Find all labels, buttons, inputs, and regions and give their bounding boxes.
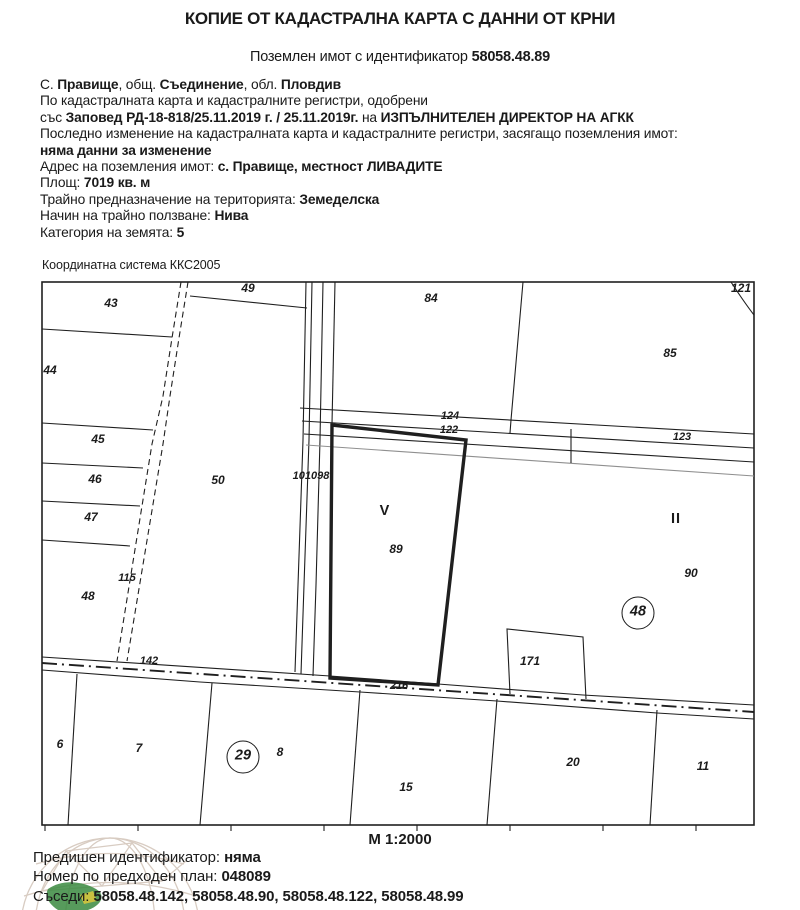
road-142-lines <box>42 657 754 719</box>
parcel-identifier-subtitle: Поземлен имот с идентификатор 58058.48.89 <box>249 49 551 65</box>
map-frame <box>42 282 754 831</box>
road-142-centerline <box>42 663 754 712</box>
boundary-49-50 <box>190 296 307 308</box>
parcel-121-corner <box>731 282 754 315</box>
coordinate-system-label: Координатна система ККС2005 <box>42 258 221 272</box>
map-label-7: 7 <box>135 741 143 755</box>
info-line: Категория на земята: 5 <box>40 224 185 240</box>
info-line: Начин на трайно ползване: Нива <box>40 208 249 224</box>
subject-parcel-outline <box>330 425 466 685</box>
boundary-84-85 <box>510 282 523 433</box>
info-line: Последно изменение на кадастралната карта и кадастралните регистри, засягащо поземления имот: <box>40 126 678 142</box>
map-label-101098: 101098 <box>292 470 330 482</box>
map-label-85: 85 <box>663 346 677 360</box>
info-line: няма данни за изменение <box>40 142 212 158</box>
map-label-45: 45 <box>91 432 105 446</box>
map-label-90: 90 <box>684 566 698 580</box>
info-line: По кадастралната карта и кадастралните регистри, одобрени <box>40 93 428 109</box>
footer-line: Съседи: 58058.48.142, 58058.48.90, 58058.48.122, 58058.48.99 <box>33 887 464 905</box>
upper-road-lines <box>300 408 754 476</box>
map-label-20: 20 <box>566 755 580 769</box>
map-label-142: 142 <box>139 655 159 667</box>
map-label-122: 122 <box>439 424 459 436</box>
map-label-8: 8 <box>276 745 284 759</box>
info-line: Площ: 7019 кв. м <box>40 175 151 191</box>
map-label-216: 216 <box>389 680 409 692</box>
map-label-II: II <box>670 511 682 527</box>
map-label-48: 48 <box>622 597 655 630</box>
map-label-47: 47 <box>84 510 98 524</box>
map-label-50: 50 <box>211 473 225 487</box>
map-label-46: 46 <box>88 472 102 486</box>
map-label-V: V <box>379 503 391 519</box>
map-label-121: 121 <box>730 281 752 295</box>
info-line: Трайно предназначение на територията: Земеделска <box>40 191 380 207</box>
map-label-48: 48 <box>81 589 95 603</box>
map-label-15: 15 <box>399 780 413 794</box>
map-label-123: 123 <box>672 431 692 443</box>
footpath-115-lines <box>117 282 188 661</box>
left-parcel-boundaries <box>42 329 172 546</box>
footer-line: Номер по предходен план: 048089 <box>33 868 271 886</box>
footer-info-block <box>33 848 464 906</box>
map-label-115: 115 <box>118 572 136 584</box>
footer-line: Предишен идентификатор: няма <box>33 849 261 866</box>
map-scale-label: М 1:2000 <box>368 831 432 848</box>
map-label-49: 49 <box>241 281 255 295</box>
info-line: със Заповед РД-18-818/25.11.2019 г. / 25.11.2019г. на ИЗПЪЛНИТЕЛЕН ДИРЕКТОР НА АГКК <box>40 109 634 125</box>
info-line: С. Правище, общ. Съединение, обл. Пловдив <box>40 77 341 92</box>
map-label-84: 84 <box>424 291 438 305</box>
info-line: Адрес на поземления имот: с. Правище, местност ЛИВАДИТЕ <box>40 159 443 175</box>
lower-parcel-boundaries <box>68 674 657 825</box>
map-label-44: 44 <box>43 363 57 377</box>
parcel-171-outline <box>507 629 586 699</box>
map-label-43: 43 <box>104 296 118 310</box>
map-label-124: 124 <box>440 410 460 422</box>
map-label-171: 171 <box>519 654 541 668</box>
document-title: КОПИЕ ОТ КАДАСТРАЛНА КАРТА С ДАННИ ОТ КРНИ <box>184 9 616 28</box>
map-label-6: 6 <box>56 737 64 751</box>
map-label-29: 29 <box>227 741 260 774</box>
map-label-11: 11 <box>696 759 710 773</box>
map-label-89: 89 <box>389 542 403 556</box>
